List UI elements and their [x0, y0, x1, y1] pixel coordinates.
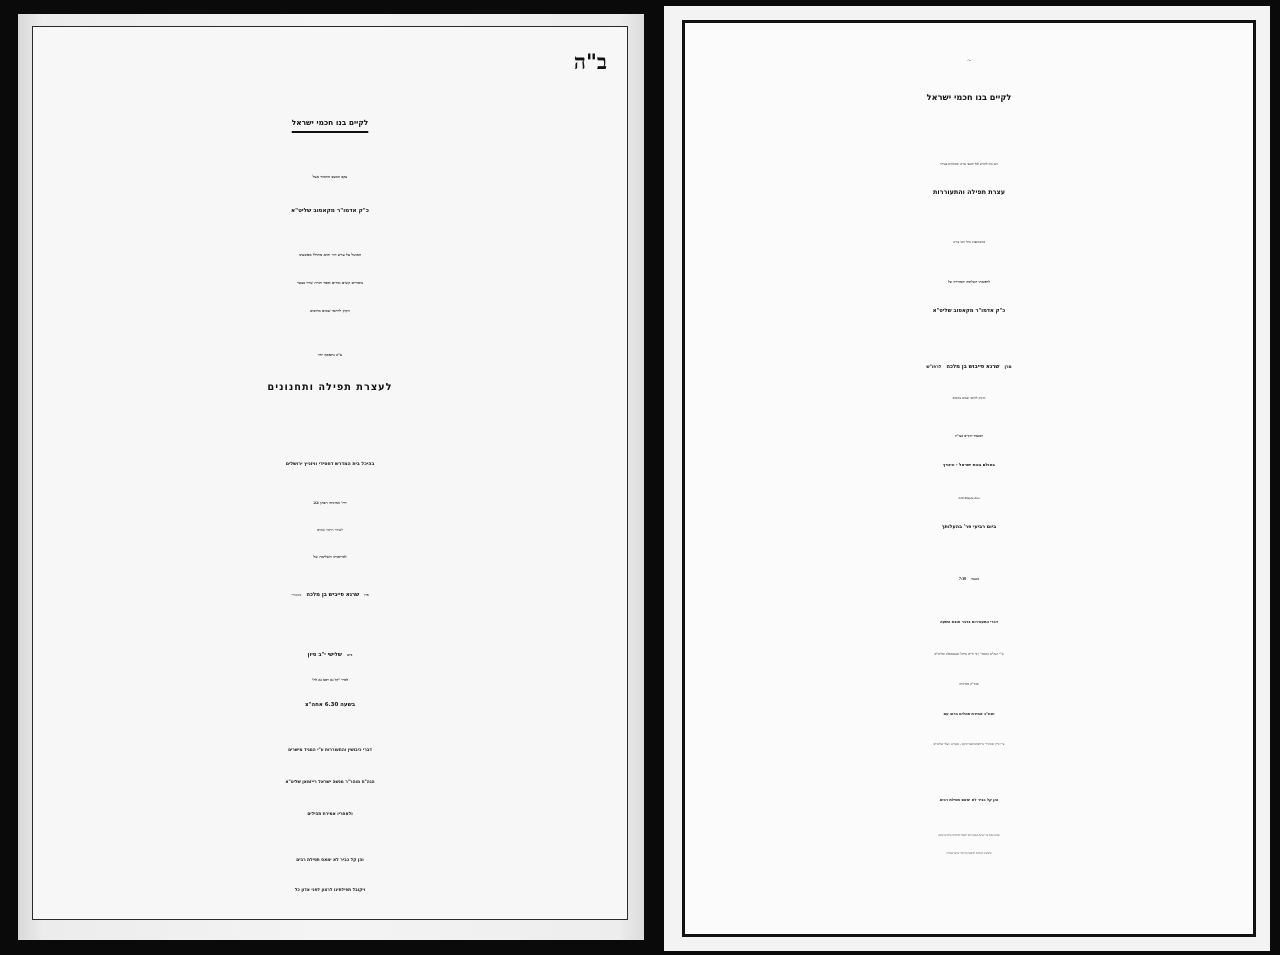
right-line-2: בהשתתפות גדולי רבני עירינו — [952, 240, 986, 244]
left-tehillim-line: ולאחריו אמירת תהילים — [307, 812, 353, 817]
left-patient-prefix: מרן — [364, 593, 369, 597]
bh-mark: ב"ה — [573, 49, 607, 74]
left-line-9: לעורר רחמי שמים — [316, 528, 344, 532]
bsd-mark: בס"ד — [967, 60, 971, 62]
left-line-5: וזקוק לרחמי שמים מרובים — [310, 308, 350, 313]
right-patient-line — [685, 355, 1253, 371]
left-closing-2: ויקובל תפילתינו לרצון לפני אדון כל — [294, 888, 366, 893]
left-line-6: ע"כ נתאסף יחד — [317, 352, 343, 357]
right-poster — [664, 6, 1270, 951]
left-venue: בהיכל בית המדרש דחסידי וויזניץ ירושלים — [285, 462, 375, 467]
left-line-1: עקב המצב החמור אצל — [312, 174, 348, 179]
left-rebbe-name: כ"ק אדמו"ר מקאסוב שליט"א — [291, 208, 369, 214]
right-closing-2: ובזכות זעקת בני ישראל מעומק הלב יתקבלו תפילותינו ברחמים וברצון — [938, 834, 1000, 837]
right-patient-suffix: לרפו"ש — [926, 365, 942, 370]
left-order-line: לסדר "קל נא רפא נא לה" — [311, 678, 349, 682]
left-speech-line: דברי כיבושין והתעוררות ע"י המגיד מישרים — [288, 748, 372, 753]
right-patient-name: שרגא פייבוש בן מלכה — [946, 364, 1000, 370]
right-day: ביום רביעי פר' בהעלותך — [941, 524, 997, 530]
left-headline: לעצרת תפילה ותחנונים — [267, 382, 393, 393]
left-time: בשעה 6.30 אחה"צ — [304, 702, 356, 708]
right-line-3: לרפואתו השלימה והמהירה של — [948, 280, 990, 284]
left-title: לקיים בנו חכמי ישראל — [291, 118, 369, 127]
left-closing-1: והן קל כביר לא ימאס תפילת רבים — [296, 858, 364, 863]
right-line-1: הננו בזה להודיע לכל תושבי עירינו שתתקיים בעז"ה — [940, 162, 998, 166]
right-address: 229 Maple Ave — [958, 496, 980, 500]
right-speech-line: דברי התעוררות בדבר חובת השעה — [940, 620, 998, 624]
right-venue: באולם בנות ישראל - וויזניץ — [943, 462, 995, 467]
right-headline: עצרת תפילה והתעוררות — [933, 188, 1005, 196]
left-day-prefix: ביום — [346, 653, 353, 657]
left-poster — [18, 14, 644, 940]
left-patient-line — [33, 583, 627, 599]
right-tehillim-line: ואח"כ אמירת תהלים ברוב עם — [943, 712, 995, 716]
right-time-prefix: בשעה — [971, 577, 979, 581]
left-speaker-line: הגה"ח מוהר"ר מנשה ישראל רייזמאן שליט"א — [285, 780, 375, 785]
left-poster-frame — [32, 26, 628, 920]
left-line-10: לבריאותו השלימה של — [313, 554, 347, 559]
left-address: רח' אדוניהו הכהן 22 — [313, 500, 347, 505]
right-tehillim-leader: ע"י כ"ק אדמו"ר מ'ראחמיסטריווקא – ספרינג וועלי שליט"א — [933, 742, 1005, 746]
left-day: שלישי י"ב סיון — [307, 652, 342, 658]
left-line-3: המוטל על ערש דווי והוא מחולל מפשעינו — [298, 252, 362, 257]
right-speaker-line: ע"י הגה"צ המפור' רבי חיים פייבל שנעעבאלג שליט"א — [934, 652, 1004, 656]
left-day-line — [33, 643, 627, 659]
right-rebbe-name: כ"ק אדמו"ר מקאסוב שליט"א — [932, 308, 1006, 314]
right-title: לקיים בנו חכמי ישראל — [926, 92, 1012, 102]
right-closing-1: והן קל כביר לא ימאס תפילת רבים — [939, 798, 999, 802]
left-line-4: ביסורים קשים ומרים וספר תורה שרוי בצער — [297, 280, 363, 285]
right-patient-prefix: מרן — [1004, 365, 1012, 370]
right-line-6: הזקוק לרחמי שמים מרובים — [952, 396, 986, 400]
right-speaker-title: אבד"ק אברכים — [959, 682, 979, 686]
right-closing-3: לרפואתו השלימה ולרפואת כל חולי ישראל במהרה — [946, 852, 992, 855]
right-poster-frame — [682, 20, 1256, 937]
right-time: 7:30 — [959, 577, 967, 581]
right-line-7: המעמד יתקיים בעז"ה — [954, 434, 984, 438]
left-patient-suffix: בתושח"י — [291, 593, 302, 597]
right-time-line — [685, 567, 1253, 583]
left-patient-name: שרגא פייביש בן מלכה — [306, 592, 360, 598]
